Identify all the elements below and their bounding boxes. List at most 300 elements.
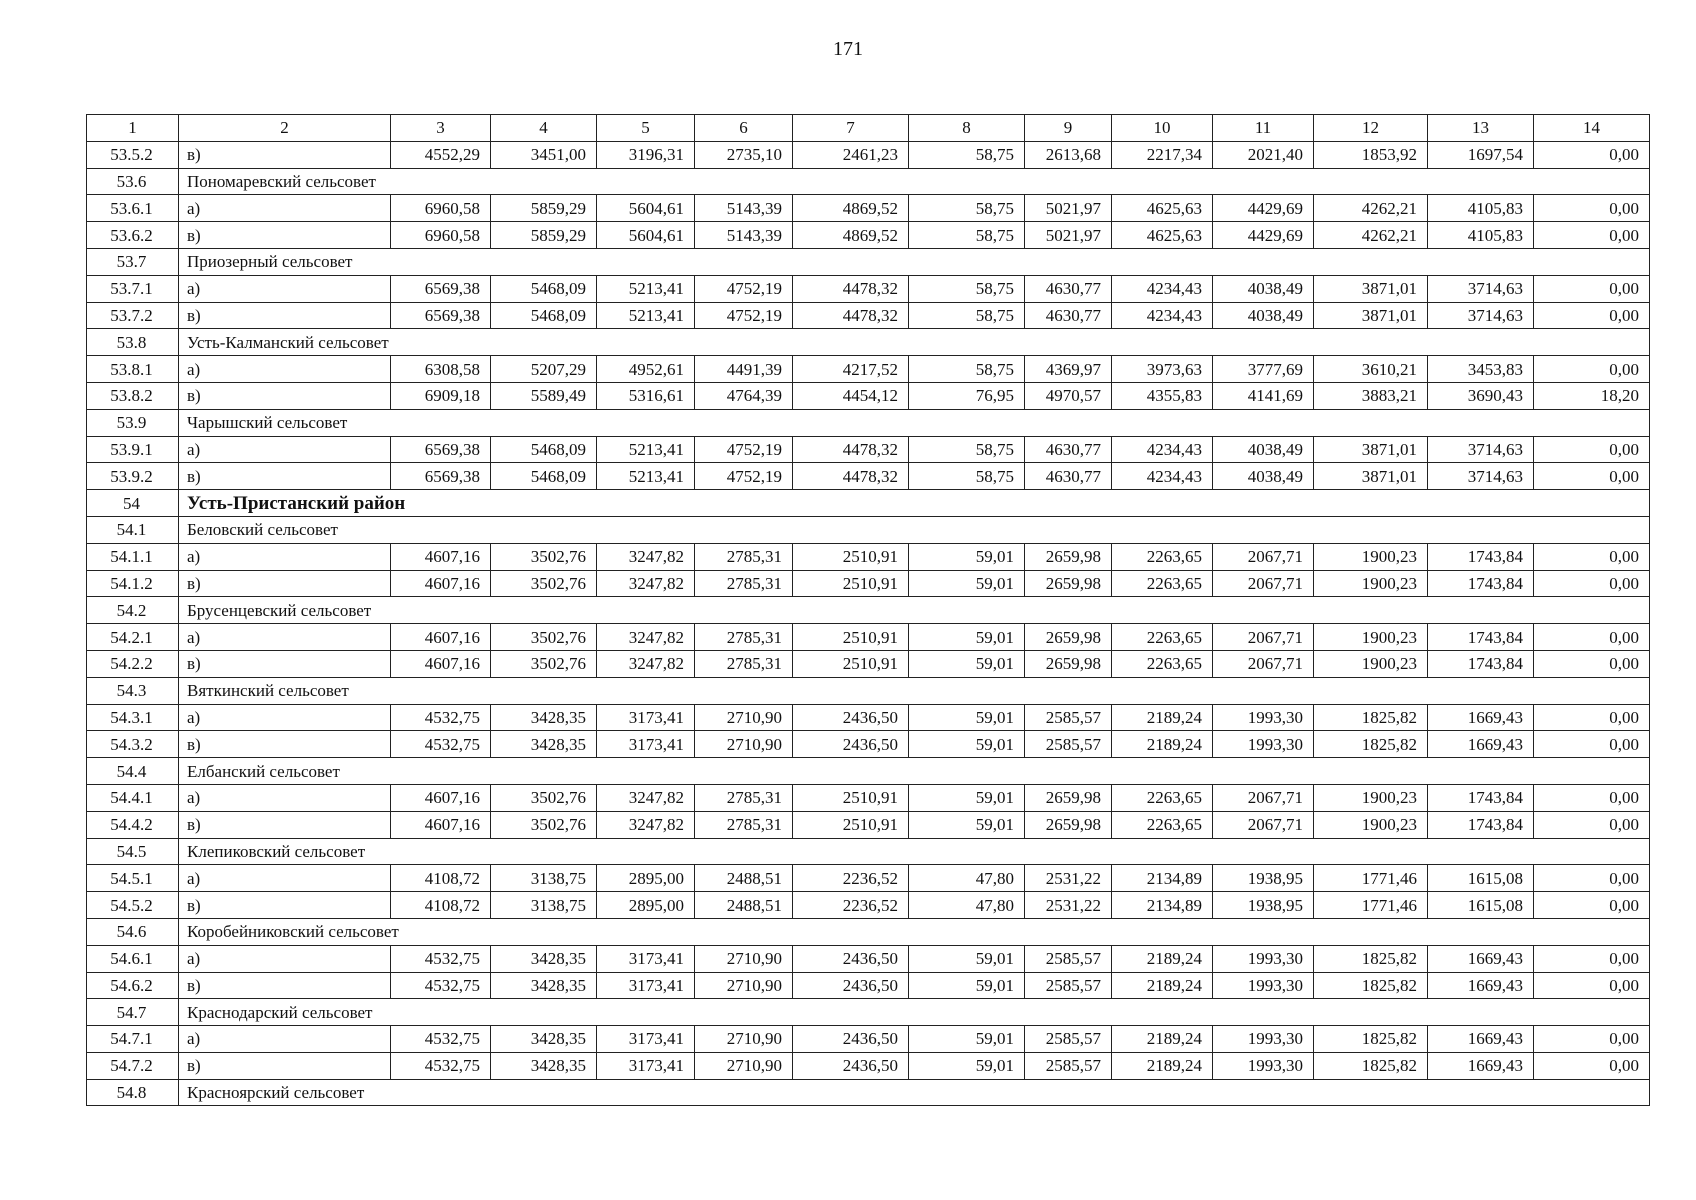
table-row <box>87 972 1650 999</box>
value-cell: 0,00 <box>1534 141 1650 168</box>
section-row <box>87 516 1650 543</box>
value-cell: 5468,09 <box>491 463 597 490</box>
value-cell: 1669,43 <box>1428 731 1534 758</box>
value-cell: 4429,69 <box>1213 195 1314 222</box>
value-cell: 3502,76 <box>491 650 597 677</box>
value-cell: 3973,63 <box>1112 356 1213 383</box>
value-cell: 6909,18 <box>391 382 491 409</box>
value-cell: 47,80 <box>909 865 1025 892</box>
value-cell: 2067,71 <box>1213 784 1314 811</box>
table-row <box>87 650 1650 677</box>
value-cell: 2436,50 <box>793 1052 909 1079</box>
table-row <box>87 141 1650 168</box>
value-cell: 59,01 <box>909 1052 1025 1079</box>
value-cell: 0,00 <box>1534 195 1650 222</box>
value-cell: 4607,16 <box>391 784 491 811</box>
row-label: а) <box>179 436 391 463</box>
value-cell: 59,01 <box>909 650 1025 677</box>
value-cell: 2021,40 <box>1213 141 1314 168</box>
value-cell: 1615,08 <box>1428 865 1534 892</box>
value-cell: 1697,54 <box>1428 141 1534 168</box>
section-row <box>87 597 1650 624</box>
value-cell: 2189,24 <box>1112 731 1213 758</box>
value-cell: 1669,43 <box>1428 972 1534 999</box>
value-cell: 4454,12 <box>793 382 909 409</box>
row-label: в) <box>179 650 391 677</box>
section-name: Пономаревский сельсовет <box>179 168 1650 195</box>
value-cell: 4038,49 <box>1213 275 1314 302</box>
value-cell: 1900,23 <box>1314 570 1428 597</box>
value-cell: 59,01 <box>909 945 1025 972</box>
value-cell: 0,00 <box>1534 892 1650 919</box>
value-cell: 76,95 <box>909 382 1025 409</box>
value-cell: 58,75 <box>909 463 1025 490</box>
row-number: 53.8 <box>87 329 179 356</box>
column-number: 10 <box>1112 115 1213 142</box>
row-number: 54.5 <box>87 838 179 865</box>
value-cell: 0,00 <box>1534 972 1650 999</box>
value-cell: 0,00 <box>1534 704 1650 731</box>
value-cell: 3453,83 <box>1428 356 1534 383</box>
column-number: 1 <box>87 115 179 142</box>
value-cell: 1743,84 <box>1428 624 1534 651</box>
value-cell: 3428,35 <box>491 1052 597 1079</box>
value-cell: 4532,75 <box>391 704 491 731</box>
row-label: в) <box>179 892 391 919</box>
row-label: в) <box>179 1052 391 1079</box>
value-cell: 3714,63 <box>1428 275 1534 302</box>
value-cell: 3428,35 <box>491 945 597 972</box>
row-label: в) <box>179 302 391 329</box>
table-row <box>87 1052 1650 1079</box>
value-cell: 1825,82 <box>1314 704 1428 731</box>
section-row <box>87 758 1650 785</box>
section-row <box>87 677 1650 704</box>
value-cell: 1825,82 <box>1314 972 1428 999</box>
value-cell: 3173,41 <box>597 1052 695 1079</box>
value-cell: 5213,41 <box>597 302 695 329</box>
value-cell: 0,00 <box>1534 463 1650 490</box>
row-number: 54.8 <box>87 1079 179 1106</box>
value-cell: 1900,23 <box>1314 650 1428 677</box>
section-row <box>87 329 1650 356</box>
row-number: 53.8.1 <box>87 356 179 383</box>
value-cell: 2510,91 <box>793 543 909 570</box>
row-number: 54.4.2 <box>87 811 179 838</box>
section-row <box>87 838 1650 865</box>
value-cell: 0,00 <box>1534 650 1650 677</box>
value-cell: 4108,72 <box>391 892 491 919</box>
value-cell: 2436,50 <box>793 972 909 999</box>
section-name: Усть-Калманский сельсовет <box>179 329 1650 356</box>
value-cell: 4607,16 <box>391 650 491 677</box>
table-row <box>87 356 1650 383</box>
value-cell: 5604,61 <box>597 222 695 249</box>
row-number: 54.4.1 <box>87 784 179 811</box>
row-number: 53.7.1 <box>87 275 179 302</box>
column-number: 3 <box>391 115 491 142</box>
page-number: 171 <box>833 38 863 60</box>
value-cell: 1669,43 <box>1428 945 1534 972</box>
value-cell: 3247,82 <box>597 784 695 811</box>
value-cell: 1743,84 <box>1428 570 1534 597</box>
value-cell: 5213,41 <box>597 463 695 490</box>
value-cell: 58,75 <box>909 356 1025 383</box>
value-cell: 4369,97 <box>1025 356 1112 383</box>
value-cell: 2067,71 <box>1213 811 1314 838</box>
value-cell: 3871,01 <box>1314 302 1428 329</box>
value-cell: 3247,82 <box>597 543 695 570</box>
value-cell: 5213,41 <box>597 275 695 302</box>
value-cell: 59,01 <box>909 972 1025 999</box>
value-cell: 3173,41 <box>597 1026 695 1053</box>
value-cell: 5143,39 <box>695 222 793 249</box>
value-cell: 4234,43 <box>1112 302 1213 329</box>
value-cell: 2461,23 <box>793 141 909 168</box>
value-cell: 2263,65 <box>1112 811 1213 838</box>
table-row <box>87 436 1650 463</box>
row-number: 53.9 <box>87 409 179 436</box>
value-cell: 47,80 <box>909 892 1025 919</box>
value-cell: 2510,91 <box>793 784 909 811</box>
value-cell: 2217,34 <box>1112 141 1213 168</box>
value-cell: 3883,21 <box>1314 382 1428 409</box>
value-cell: 2659,98 <box>1025 543 1112 570</box>
value-cell: 2895,00 <box>597 865 695 892</box>
section-name: Елбанский сельсовет <box>179 758 1650 785</box>
value-cell: 2710,90 <box>695 945 793 972</box>
value-cell: 1825,82 <box>1314 731 1428 758</box>
value-cell: 4478,32 <box>793 463 909 490</box>
value-cell: 0,00 <box>1534 356 1650 383</box>
value-cell: 4355,83 <box>1112 382 1213 409</box>
table-row <box>87 302 1650 329</box>
value-cell: 2895,00 <box>597 892 695 919</box>
value-cell: 58,75 <box>909 302 1025 329</box>
value-cell: 2067,71 <box>1213 570 1314 597</box>
value-cell: 18,20 <box>1534 382 1650 409</box>
value-cell: 3428,35 <box>491 731 597 758</box>
value-cell: 5604,61 <box>597 195 695 222</box>
value-cell: 2436,50 <box>793 945 909 972</box>
row-label: а) <box>179 865 391 892</box>
value-cell: 2613,68 <box>1025 141 1112 168</box>
row-number: 54.7.2 <box>87 1052 179 1079</box>
value-cell: 3247,82 <box>597 570 695 597</box>
table-row <box>87 811 1650 838</box>
column-number: 2 <box>179 115 391 142</box>
value-cell: 59,01 <box>909 570 1025 597</box>
value-cell: 0,00 <box>1534 436 1650 463</box>
value-cell: 2735,10 <box>695 141 793 168</box>
value-cell: 2510,91 <box>793 570 909 597</box>
value-cell: 4970,57 <box>1025 382 1112 409</box>
value-cell: 1743,84 <box>1428 543 1534 570</box>
value-cell: 1743,84 <box>1428 650 1534 677</box>
row-number: 53.9.2 <box>87 463 179 490</box>
value-cell: 4607,16 <box>391 543 491 570</box>
value-cell: 59,01 <box>909 784 1025 811</box>
value-cell: 2189,24 <box>1112 704 1213 731</box>
value-cell: 3502,76 <box>491 570 597 597</box>
value-cell: 5207,29 <box>491 356 597 383</box>
value-cell: 4491,39 <box>695 356 793 383</box>
value-cell: 4532,75 <box>391 1052 491 1079</box>
value-cell: 59,01 <box>909 624 1025 651</box>
value-cell: 0,00 <box>1534 624 1650 651</box>
value-cell: 1615,08 <box>1428 892 1534 919</box>
row-label: в) <box>179 382 391 409</box>
section-name: Брусенцевский сельсовет <box>179 597 1650 624</box>
value-cell: 1825,82 <box>1314 945 1428 972</box>
value-cell: 0,00 <box>1534 222 1650 249</box>
value-cell: 3138,75 <box>491 865 597 892</box>
value-cell: 2263,65 <box>1112 624 1213 651</box>
value-cell: 4429,69 <box>1213 222 1314 249</box>
value-cell: 4869,52 <box>793 195 909 222</box>
row-label: а) <box>179 275 391 302</box>
row-label: в) <box>179 222 391 249</box>
value-cell: 6960,58 <box>391 222 491 249</box>
row-label: а) <box>179 784 391 811</box>
value-cell: 2585,57 <box>1025 972 1112 999</box>
value-cell: 59,01 <box>909 731 1025 758</box>
value-cell: 0,00 <box>1534 865 1650 892</box>
table-body <box>87 115 1650 1106</box>
value-cell: 58,75 <box>909 436 1025 463</box>
value-cell: 4607,16 <box>391 811 491 838</box>
value-cell: 4262,21 <box>1314 195 1428 222</box>
value-cell: 2067,71 <box>1213 650 1314 677</box>
row-number: 54.3.1 <box>87 704 179 731</box>
table-row <box>87 945 1650 972</box>
value-cell: 2510,91 <box>793 650 909 677</box>
row-number: 54.6 <box>87 918 179 945</box>
table-row <box>87 222 1650 249</box>
value-cell: 58,75 <box>909 195 1025 222</box>
column-number: 14 <box>1534 115 1650 142</box>
value-cell: 1669,43 <box>1428 1026 1534 1053</box>
value-cell: 0,00 <box>1534 1052 1650 1079</box>
value-cell: 4532,75 <box>391 1026 491 1053</box>
value-cell: 1993,30 <box>1213 731 1314 758</box>
value-cell: 3428,35 <box>491 704 597 731</box>
row-number: 54.3.2 <box>87 731 179 758</box>
row-label: в) <box>179 972 391 999</box>
value-cell: 4108,72 <box>391 865 491 892</box>
section-name: Коробейниковский сельсовет <box>179 918 1650 945</box>
value-cell: 0,00 <box>1534 731 1650 758</box>
value-cell: 2263,65 <box>1112 543 1213 570</box>
value-cell: 4105,83 <box>1428 222 1534 249</box>
value-cell: 2785,31 <box>695 570 793 597</box>
value-cell: 2263,65 <box>1112 570 1213 597</box>
value-cell: 2785,31 <box>695 650 793 677</box>
value-cell: 6569,38 <box>391 436 491 463</box>
value-cell: 2531,22 <box>1025 865 1112 892</box>
table-row <box>87 275 1650 302</box>
table-row <box>87 731 1650 758</box>
table-row <box>87 892 1650 919</box>
value-cell: 3428,35 <box>491 1026 597 1053</box>
value-cell: 1993,30 <box>1213 704 1314 731</box>
row-label: в) <box>179 463 391 490</box>
value-cell: 2067,71 <box>1213 543 1314 570</box>
section-name: Краснодарский сельсовет <box>179 999 1650 1026</box>
row-number: 54.7.1 <box>87 1026 179 1053</box>
value-cell: 59,01 <box>909 1026 1025 1053</box>
value-cell: 4038,49 <box>1213 302 1314 329</box>
value-cell: 4869,52 <box>793 222 909 249</box>
value-cell: 3502,76 <box>491 784 597 811</box>
value-cell: 4752,19 <box>695 275 793 302</box>
value-cell: 4552,29 <box>391 141 491 168</box>
value-cell: 2785,31 <box>695 543 793 570</box>
value-cell: 4532,75 <box>391 731 491 758</box>
value-cell: 2785,31 <box>695 624 793 651</box>
row-number: 54.1 <box>87 516 179 543</box>
row-number: 54.2.1 <box>87 624 179 651</box>
value-cell: 3871,01 <box>1314 436 1428 463</box>
column-number: 5 <box>597 115 695 142</box>
value-cell: 2710,90 <box>695 1052 793 1079</box>
value-cell: 4752,19 <box>695 302 793 329</box>
value-cell: 1938,95 <box>1213 892 1314 919</box>
value-cell: 3196,31 <box>597 141 695 168</box>
row-number: 53.6.1 <box>87 195 179 222</box>
row-number: 54.6.1 <box>87 945 179 972</box>
section-row <box>87 248 1650 275</box>
value-cell: 6960,58 <box>391 195 491 222</box>
value-cell: 4038,49 <box>1213 436 1314 463</box>
value-cell: 2134,89 <box>1112 892 1213 919</box>
value-cell: 4478,32 <box>793 436 909 463</box>
row-number: 53.6 <box>87 168 179 195</box>
value-cell: 1669,43 <box>1428 704 1534 731</box>
value-cell: 1900,23 <box>1314 624 1428 651</box>
value-cell: 5213,41 <box>597 436 695 463</box>
value-cell: 4625,63 <box>1112 222 1213 249</box>
district-row <box>87 490 1650 517</box>
value-cell: 4630,77 <box>1025 275 1112 302</box>
row-label: в) <box>179 731 391 758</box>
row-number: 53.7.2 <box>87 302 179 329</box>
value-cell: 4630,77 <box>1025 436 1112 463</box>
row-number: 53.7 <box>87 248 179 275</box>
value-cell: 4038,49 <box>1213 463 1314 490</box>
value-cell: 58,75 <box>909 222 1025 249</box>
value-cell: 2189,24 <box>1112 1026 1213 1053</box>
row-label: в) <box>179 811 391 838</box>
row-number: 53.8.2 <box>87 382 179 409</box>
value-cell: 4630,77 <box>1025 463 1112 490</box>
value-cell: 3714,63 <box>1428 436 1534 463</box>
table-row <box>87 463 1650 490</box>
row-label: а) <box>179 195 391 222</box>
value-cell: 6569,38 <box>391 302 491 329</box>
value-cell: 3247,82 <box>597 624 695 651</box>
value-cell: 4478,32 <box>793 275 909 302</box>
value-cell: 4625,63 <box>1112 195 1213 222</box>
value-cell: 2659,98 <box>1025 624 1112 651</box>
value-cell: 6569,38 <box>391 275 491 302</box>
value-cell: 1993,30 <box>1213 972 1314 999</box>
value-cell: 3610,21 <box>1314 356 1428 383</box>
table-row <box>87 704 1650 731</box>
value-cell: 3138,75 <box>491 892 597 919</box>
value-cell: 0,00 <box>1534 302 1650 329</box>
row-label: в) <box>179 570 391 597</box>
table-row <box>87 382 1650 409</box>
value-cell: 5468,09 <box>491 436 597 463</box>
value-cell: 3247,82 <box>597 650 695 677</box>
column-number: 9 <box>1025 115 1112 142</box>
value-cell: 5468,09 <box>491 302 597 329</box>
value-cell: 1743,84 <box>1428 784 1534 811</box>
value-cell: 2659,98 <box>1025 650 1112 677</box>
value-cell: 3502,76 <box>491 543 597 570</box>
value-cell: 3173,41 <box>597 945 695 972</box>
value-cell: 5143,39 <box>695 195 793 222</box>
column-number-row <box>87 115 1650 142</box>
value-cell: 4262,21 <box>1314 222 1428 249</box>
value-cell: 1771,46 <box>1314 865 1428 892</box>
value-cell: 0,00 <box>1534 945 1650 972</box>
value-cell: 2436,50 <box>793 731 909 758</box>
value-cell: 4532,75 <box>391 972 491 999</box>
row-label: а) <box>179 1026 391 1053</box>
value-cell: 2510,91 <box>793 811 909 838</box>
table-row <box>87 1026 1650 1053</box>
value-cell: 3871,01 <box>1314 463 1428 490</box>
value-cell: 4478,32 <box>793 302 909 329</box>
value-cell: 2585,57 <box>1025 731 1112 758</box>
value-cell: 1743,84 <box>1428 811 1534 838</box>
value-cell: 2263,65 <box>1112 784 1213 811</box>
section-name: Беловский сельсовет <box>179 516 1650 543</box>
column-number: 12 <box>1314 115 1428 142</box>
section-name: Красноярский сельсовет <box>179 1079 1650 1106</box>
value-cell: 3451,00 <box>491 141 597 168</box>
value-cell: 3247,82 <box>597 811 695 838</box>
value-cell: 1900,23 <box>1314 784 1428 811</box>
column-number: 4 <box>491 115 597 142</box>
value-cell: 0,00 <box>1534 1026 1650 1053</box>
value-cell: 2134,89 <box>1112 865 1213 892</box>
value-cell: 2189,24 <box>1112 945 1213 972</box>
value-cell: 4141,69 <box>1213 382 1314 409</box>
section-row <box>87 1079 1650 1106</box>
section-row <box>87 999 1650 1026</box>
value-cell: 2189,24 <box>1112 972 1213 999</box>
row-number: 54.4 <box>87 758 179 785</box>
value-cell: 59,01 <box>909 543 1025 570</box>
value-cell: 6308,58 <box>391 356 491 383</box>
value-cell: 5021,97 <box>1025 222 1112 249</box>
value-cell: 1993,30 <box>1213 1026 1314 1053</box>
row-number: 54.6.2 <box>87 972 179 999</box>
value-cell: 2785,31 <box>695 811 793 838</box>
value-cell: 2436,50 <box>793 1026 909 1053</box>
row-number: 53.9.1 <box>87 436 179 463</box>
section-name: Чарышский сельсовет <box>179 409 1650 436</box>
value-cell: 4752,19 <box>695 436 793 463</box>
value-cell: 1938,95 <box>1213 865 1314 892</box>
value-cell: 2585,57 <box>1025 1026 1112 1053</box>
value-cell: 2785,31 <box>695 784 793 811</box>
value-cell: 1825,82 <box>1314 1052 1428 1079</box>
value-cell: 59,01 <box>909 704 1025 731</box>
